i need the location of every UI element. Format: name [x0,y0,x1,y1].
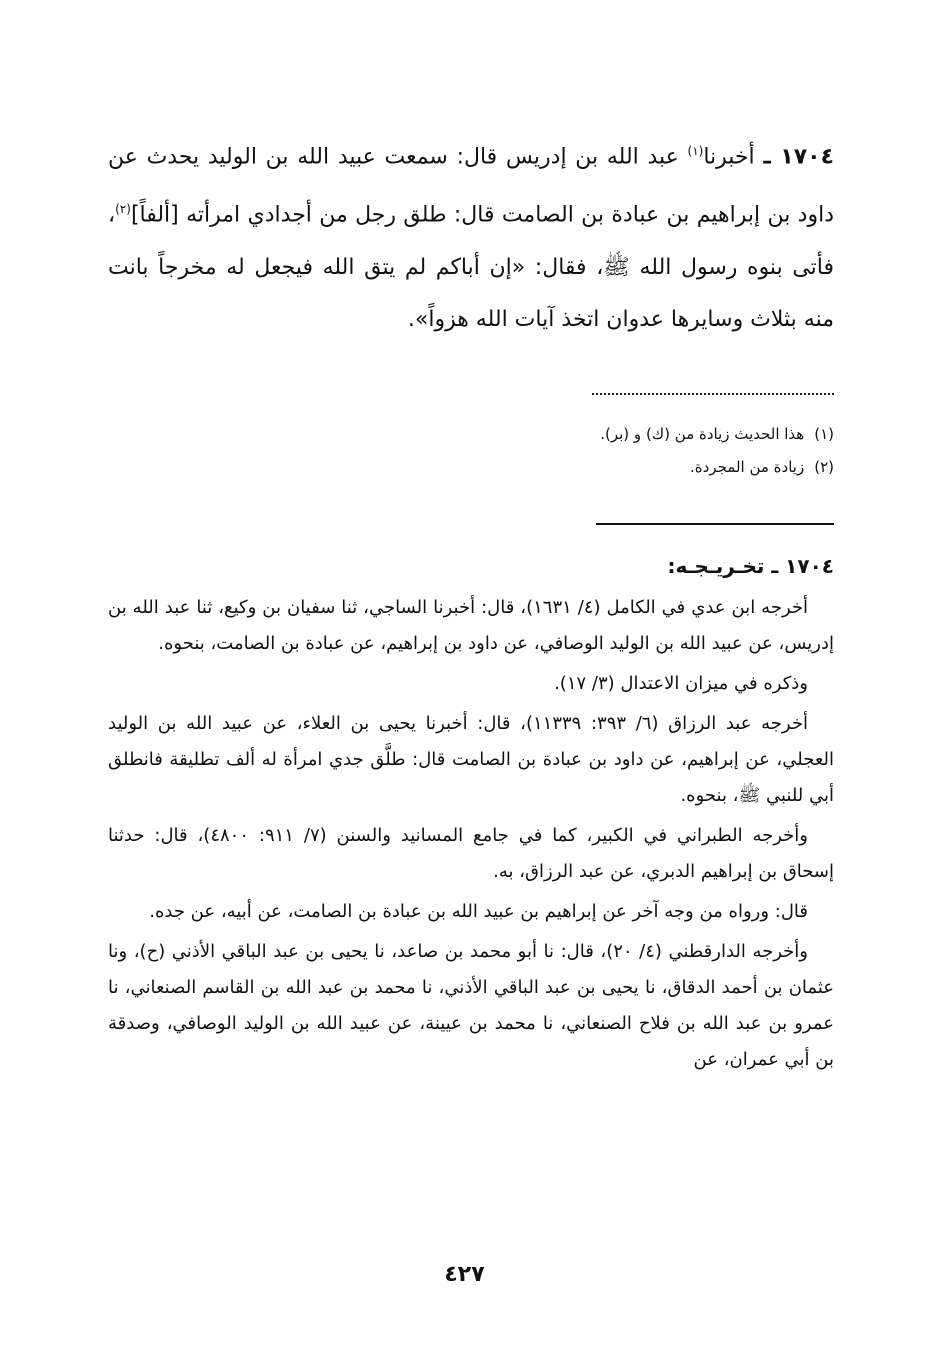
narration-start: أخبرنا [703,144,755,170]
takhrij-paragraph: وأخرجه الطبراني في الكبير، كما في جامع المسانيد والسنن (٧/ ٩١١: ٤٨٠٠)، قال: حدثنا إسحاق بن إبراهيم الدبري، عن عبد الرزاق، به. [108,825,834,882]
footnote-mark: (٢) [814,458,834,476]
narration-end: ، فأتى بنوه رسول الله ﷺ، فقال: «إن أباكم لم يتق الله فيجعل له مخرجاً بانت منه بثلاث وسايرها عدوان اتخذ آيات الله هزواً». [108,202,834,332]
footnote-mark: (١) [814,425,834,443]
footnote-text: زيادة من المجردة. [690,458,805,476]
hadith-text [108,125,834,346]
page-number: ٤٢٧ [444,1262,485,1287]
footnote-ref-2: (٢) [115,202,131,217]
footnote-2 [108,451,834,484]
hadith-number: ١٧٠٤ ـ [763,144,834,170]
footnote-ref-1: (١) [687,144,704,158]
takhrij-paragraph: أخرجه ابن عدي في الكامل (٤/ ١٦٣١)، قال: أخبرنا الساجي، ثنا سفيان بن وكيع، ثنا عبد الله بن إدريس، عن عبيد الله بن الوليد الوصافي، عن داود بن إبراهيم، عن عبادة بن الصامت، بنحوه. [108,597,834,654]
footnote-text: هذا الحديث زيادة من (ك) و (بر). [600,425,805,443]
takhrij-body [108,590,834,1082]
takhrij-paragraph: وذكره في ميزان الاعتدال (٣/ ١٧). [554,673,808,694]
footnotes [108,418,834,484]
takhrij-heading: ١٧٠٤ ـ تخـريـجـه: [667,554,834,578]
takhrij-paragraph: قال: ورواه من وجه آخر عن إبراهيم بن عبيد الله بن عبادة بن الصامت، عن أبيه، عن جده. [149,901,808,922]
takhrij-paragraph: أخرجه عبد الرزاق (٦/ ٣٩٣: ١١٣٣٩)، قال: أخبرنا يحيى بن العلاء، عن عبيد الله بن الوليد العجلي، عن إبراهيم، عن داود بن عبادة بن الصامت قال: طلَّق جدي امرأة له ألف تطليقة فانطلق أبي للنبي ﷺ، بنحوه. [108,713,834,806]
footnote-1 [108,418,834,451]
narration-middle: عبد الله بن إدريس قال: سمعت عبيد الله بن الوليد يحدث عن داود بن إبراهيم بن عبادة بن الصامت قال: طلق رجل من أجدادي امرأته [ألفاً] [108,144,834,228]
takhrij-paragraph: وأخرجه الدارقطني (٤/ ٢٠)، قال: نا أبو محمد بن صاعد، نا يحيى بن عبد الباقي الأذني (ح)، ونا عثمان بن أحمد الدقاق، نا يحيى بن عبد الباقي الأذني، نا محمد بن عبد الله بن القاسم الصنعاني، نا عمرو بن عبد الله بن فلاح الصنعاني، نا محمد بن عيينة، عن عبيد الله بن الوليد الوصافي، وصدقة بن أبي عمران، عن [108,941,834,1070]
section-divider [596,523,834,525]
footnote-separator [592,393,834,399]
